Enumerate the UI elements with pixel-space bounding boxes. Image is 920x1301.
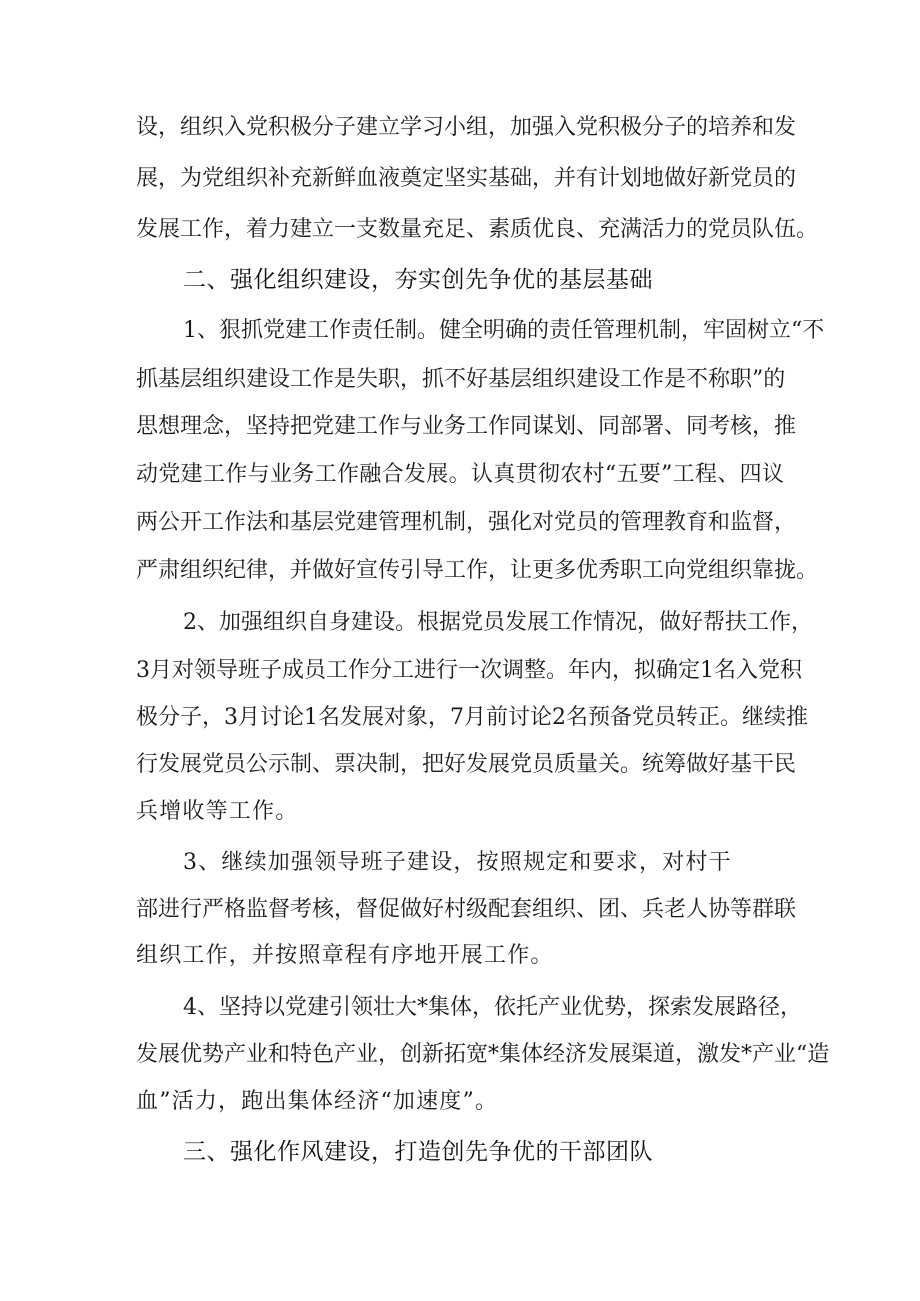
item-2-line-3: 极分子，3月讨论1名发展对象，7月前讨论2名预备党员转正。继续推	[136, 705, 808, 730]
paragraph-1-line-3: 发展工作，着力建立一支数量充足、素质优良、充满活力的党员队伍。	[136, 217, 819, 242]
item-4-line-2: 发展优势产业和特色产业，创新拓宽*集体经济发展渠道，激发*产业“造	[136, 1042, 830, 1067]
item-4-line-3: 血”活力，跑出集体经济“加速度”。	[136, 1089, 499, 1114]
item-1-line-1: 1、狠抓党建工作责任制。健全明确的责任管理机制，牢固树立“不	[183, 318, 825, 343]
item-3-line-1: 3、继续加强领导班子建设，按照规定和要求，对村干	[183, 850, 732, 875]
item-2-line-1: 2、加强组织自身建设。根据党员发展工作情况，做好帮扶工作，	[183, 610, 813, 635]
item-1-line-5: 两公开工作法和基层党建管理机制，强化对党员的管理教育和监督，	[136, 510, 797, 535]
item-1-line-3: 思想理念，坚持把党建工作与业务工作同谋划、同部署、同考核，推	[136, 414, 797, 439]
section-heading-2: 二、强化组织建设，夯实创先争优的基层基础	[183, 267, 653, 293]
paragraph-1-line-2: 展，为党组织补充新鲜血液奠定坚实基础，并有计划地做好新党员的	[136, 166, 797, 191]
item-3-line-3: 组织工作，并按照章程有序地开展工作。	[136, 943, 554, 968]
item-2-line-2: 3月对领导班子成员工作分工进行一次调整。年内，拟确定1名入党积	[136, 658, 802, 683]
item-1-line-4: 动党建工作与业务工作融合发展。认真贯彻农村“五要”工程、四议	[136, 462, 784, 487]
section-heading-3: 三、强化作风建设，打造创先争优的干部团队	[183, 1139, 653, 1165]
item-2-line-5: 兵增收等工作。	[136, 799, 299, 824]
paragraph-1-line-1: 设，组织入党积极分子建立学习小组，加强入党积极分子的培养和发	[136, 115, 797, 140]
item-1-line-6: 严肃组织纪律，并做好宣传引导工作，让更多优秀职工向党组织靠拢。	[136, 558, 819, 583]
item-2-line-4: 行发展党员公示制、票决制，把好发展党员质量关。统筹做好基干民	[136, 752, 797, 777]
item-1-line-2: 抓基层组织建设工作是失职，抓不好基层组织建设工作是不称职”的	[136, 367, 786, 392]
item-4-line-1: 4、坚持以党建引领壮大*集体，依托产业优势，探索发展路径，	[183, 995, 802, 1020]
item-3-line-2: 部进行严格监督考核，督促做好村级配套组织、团、兵老人协等群联	[136, 897, 797, 922]
